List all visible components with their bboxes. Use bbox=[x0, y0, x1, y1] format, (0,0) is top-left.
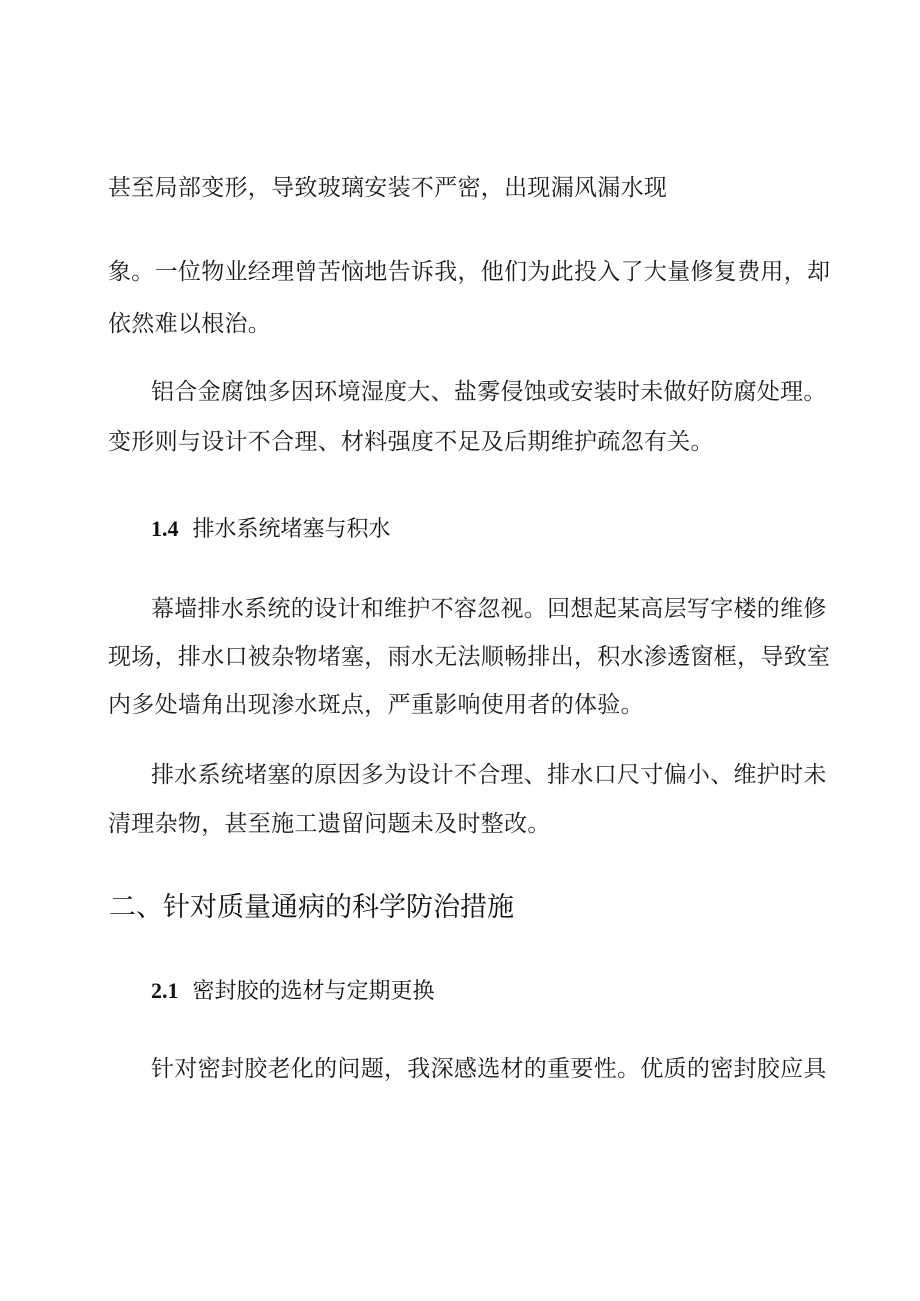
section-heading-1-4 bbox=[151, 514, 391, 545]
paragraph-line: 针对密封胶老化的问题，我深感选材的重要性。优质的密封胶应具 bbox=[151, 1056, 827, 1082]
chapter-heading: 二、针对质量通病的科学防治措施 bbox=[109, 892, 514, 923]
paragraph-line: 幕墙排水系统的设计和维护不容忽视。回想起某高层写字楼的维修 bbox=[151, 596, 827, 622]
paragraph-line: 清理杂物，甚至施工遗留问题未及时整改。 bbox=[108, 811, 551, 837]
paragraph-line: 内多处墙角出现渗水斑点，严重影响使用者的体验。 bbox=[108, 692, 644, 718]
paragraph-line: 依然难以根治。 bbox=[108, 311, 272, 337]
paragraph-line: 排水系统堵塞的原因多为设计不合理、排水口尺寸偏小、维护时未 bbox=[151, 762, 827, 788]
section-title: 排水系统堵塞与积水 bbox=[192, 517, 391, 542]
section-title: 密封胶的选材与定期更换 bbox=[192, 979, 435, 1004]
section-heading-2-1 bbox=[151, 976, 435, 1007]
section-number: 1.4 bbox=[151, 516, 179, 541]
paragraph-line: 象。一位物业经理曾苦恼地告诉我，他们为此投入了大量修复费用，却 bbox=[108, 259, 831, 285]
paragraph-line: 甚至局部变形，导致玻璃安装不严密，出现漏风漏水现 bbox=[108, 175, 668, 201]
paragraph-line: 铝合金腐蚀多因环境湿度大、盐雾侵蚀或安装时未做好防腐处理。 bbox=[151, 379, 827, 405]
section-number: 2.1 bbox=[151, 978, 179, 1003]
paragraph-line: 现场，排水口被杂物堵塞，雨水无法顺畅排出，积水渗透窗框，导致室 bbox=[108, 644, 831, 670]
paragraph-line: 变形则与设计不合理、材料强度不足及后期维护疏忽有关。 bbox=[108, 429, 714, 455]
